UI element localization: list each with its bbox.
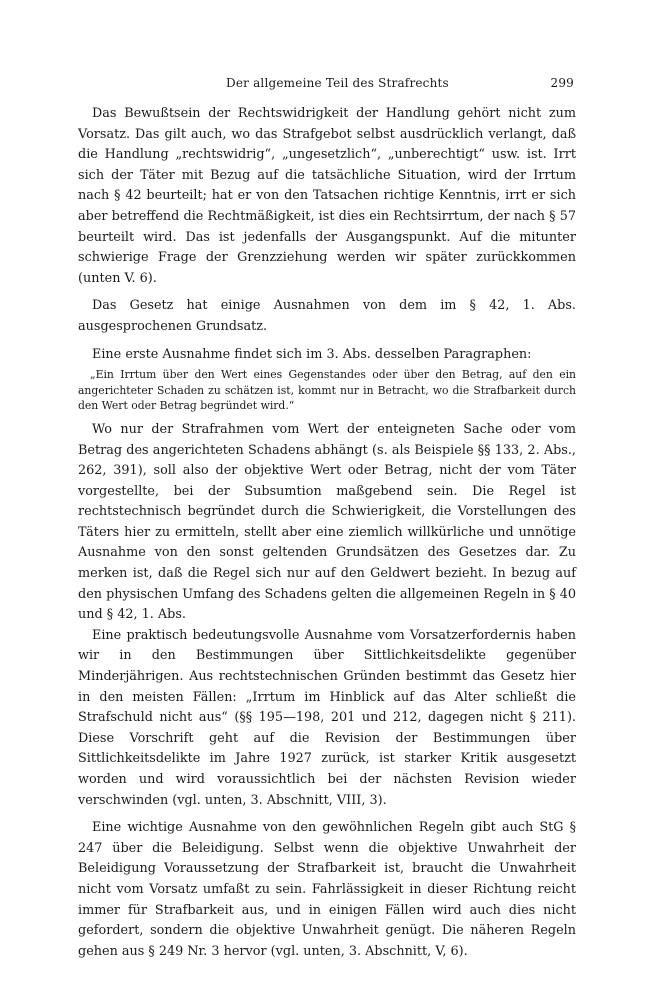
paragraph-5: Eine praktisch bedeutungsvolle Ausnahme vom Vorsatzerfordernis haben wir in den Bestimmungen über Sittlichkeitsdelikte gegenüber Minderjährigen. Aus rechtstechnischen Gründen bestimmt das Gesetz hier in den meisten Fällen: „Irrtum im Hinblick auf das Alter schließt die Strafschuld nicht aus“ (§§ 195—198, 201 und 212, dagegen nicht § 211). Diese Vorschrift geht auf die Revision der Bestimmungen über Sittlichkeitsdelikte im Jahre 1927 zurück, ist starker Kritik ausgesetzt worden und wird voraussichtlich bei der nächsten Revision wieder verschwinden (vgl. unten, 3. Abschnitt, VIII, 3). xyxy=(78,627,576,808)
paragraph-3: Eine erste Ausnahme findet sich im 3. Abs. desselben Paragraphen: xyxy=(92,346,532,362)
page-body xyxy=(78,104,576,962)
paragraph-2: Das Gesetz hat einige Ausnahmen von dem im § 42, 1. Abs. ausgesprochenen Grundsatz. xyxy=(78,298,576,334)
header-title: Der allgemeine Teil des Strafrechts xyxy=(226,76,449,90)
paragraph-4: Wo nur der Strafrahmen vom Wert der enteigneten Sache oder vom Betrag des angerichteten Schadens abhängt (s. als Beispiele §§ 133, 2. Abs., 262, 391), soll also der objektive Wert oder Betrag, nicht der vom Täter vorgestellte, bei der Subsumtion maßgebend sein. Die Regel ist rechtstechnisch begründet durch die Schwierigkeit, die Vorstellungen des Täters hier zu ermitteln, stellt aber eine ziemlich willkürliche und unnötige Ausnahme von den sonst geltenden Grundsätzen des Gesetzes dar. Zu merken ist, daß die Regel sich nur auf den Geldwert bezieht. In bezug auf den physischen Umfang des Schadens gelten die allgemeinen Regeln in § 40 und § 42, 1. Abs. xyxy=(78,421,576,623)
block-quote: „Ein Irrtum über den Wert eines Gegenstandes oder über den Betrag, auf den ein angerichteter Schaden zu schätzen ist, kommt nur in Betracht, wo die Strafbarkeit durch den Wert oder Betrag begründet wird.“ xyxy=(78,368,576,413)
paragraph-1: Das Bewußtsein der Rechtswidrigkeit der Handlung gehört nicht zum Vorsatz. Das gilt auch, wo das Strafgebot selbst ausdrücklich verlangt, daß die Handlung „rechtswidrig“, „ungesetzlich“, „unberechtigt“ usw. ist. Irrt sich der Täter mit Bezug auf die tatsächliche Situation, wird der Irrtum nach § 42 beurteilt; hat er von den Tatsachen richtige Kenntnis, irrt er sich aber betreffend die Rechtmäßigkeit, ist dies ein Rechtsirrtum, der nach § 57 beurteilt wird. Das ist jedenfalls der Ausgangspunkt. Auf die mitunter schwierige Frage der Grenzziehung werden wir später zurückkommen (unten V. 6). xyxy=(78,106,576,286)
paragraph-6: Eine wichtige Ausnahme von den gewöhnlichen Regeln gibt auch StG § 247 über die Beleidigung. Selbst wenn die objektive Unwahrheit der Beleidigung Voraussetzung der Strafbarkeit ist, braucht die Unwahrheit nicht vom Vorsatz umfaßt zu sein. Fahrlässigkeit in dieser Richtung reicht immer für Strafbarkeit aus, und in einigen Fällen wird auch dies nicht gefordert, sondern die objektive Unwahrheit genügt. Die näheren Regeln gehen aus § 249 Nr. 3 hervor (vgl. unten, 3. Abschnitt, V, 6). xyxy=(78,820,576,959)
running-header xyxy=(78,76,576,98)
page-number: 299 xyxy=(550,76,574,90)
